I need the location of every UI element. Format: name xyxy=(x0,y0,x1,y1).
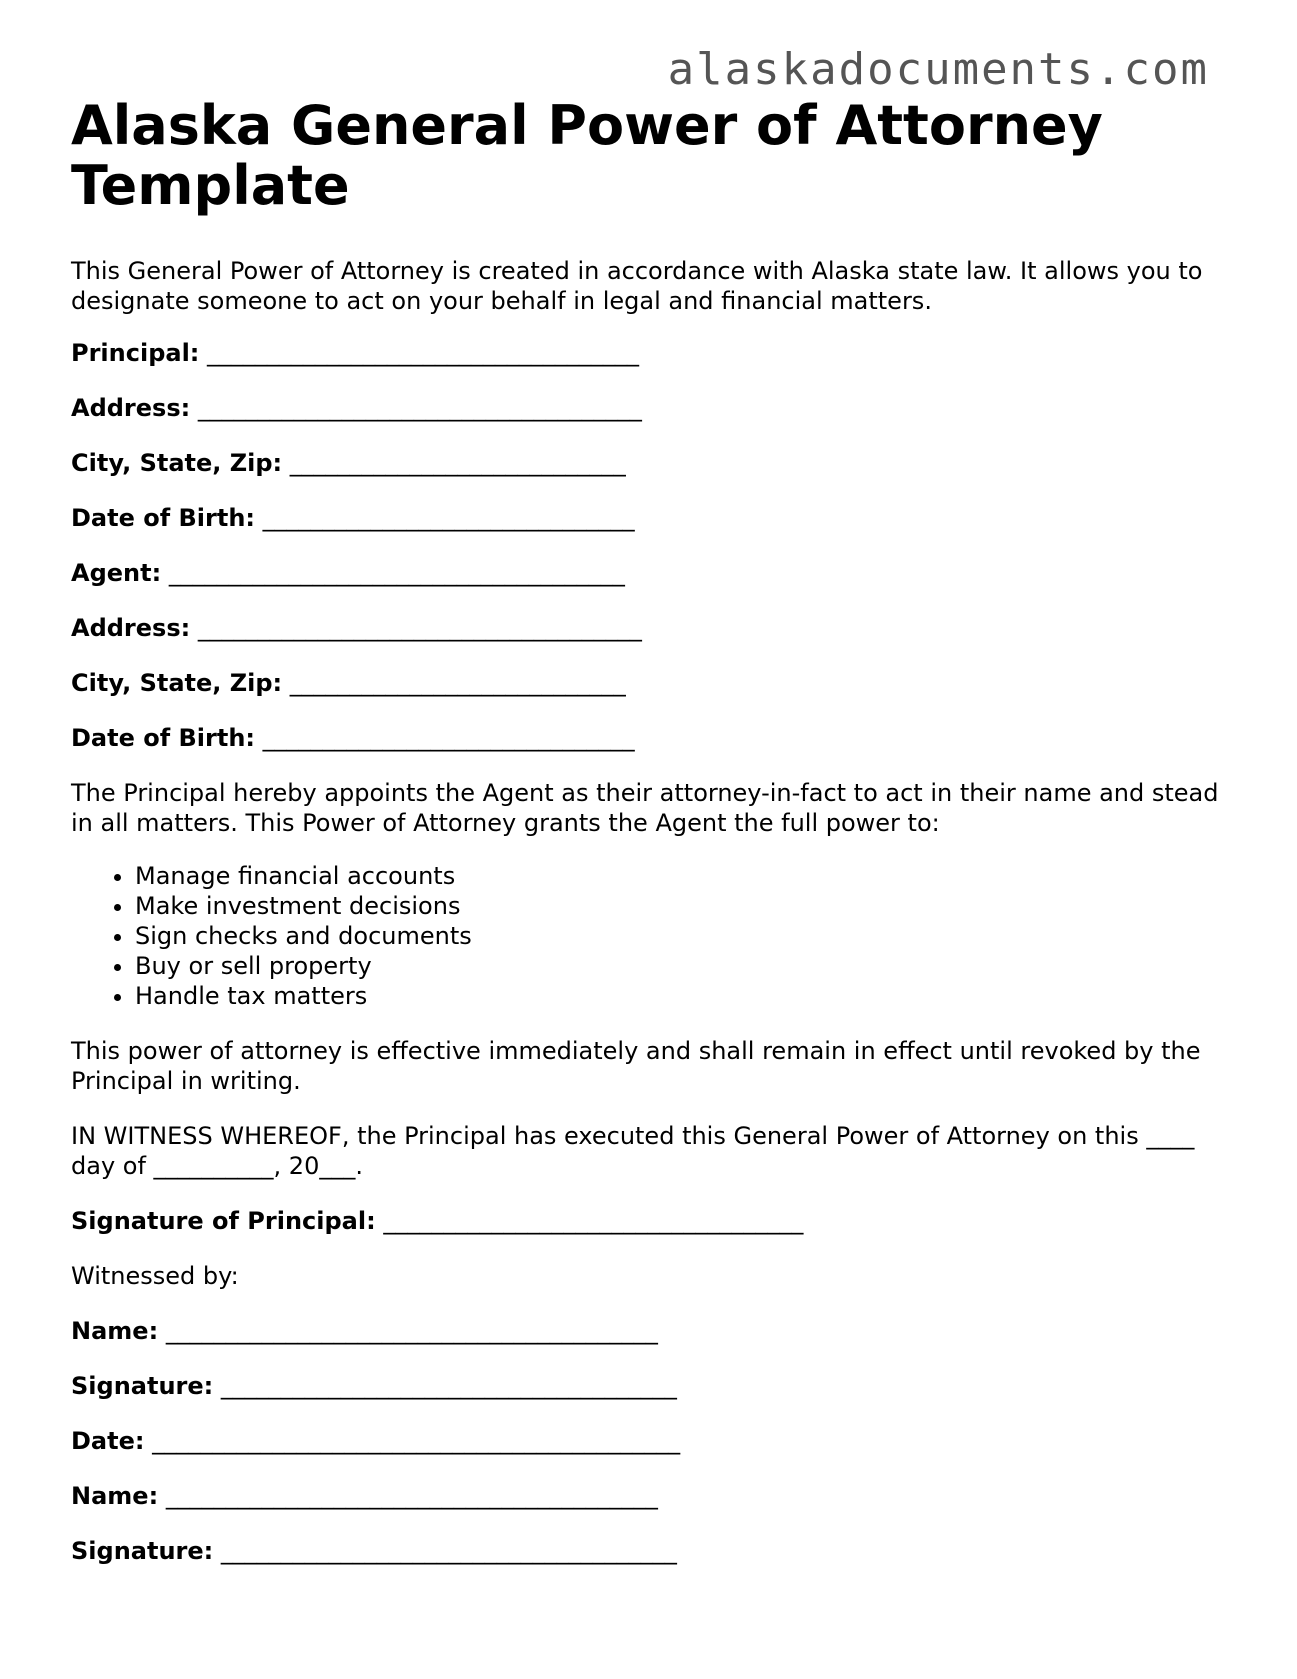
field-label: City, State, Zip: xyxy=(71,449,283,477)
agent-name-field[interactable] xyxy=(71,558,1221,588)
list-item: • Manage financial accounts xyxy=(135,861,1221,891)
principal-name-field[interactable] xyxy=(71,338,1221,368)
agent-dob-field[interactable] xyxy=(71,723,1221,753)
witness2-name-field[interactable] xyxy=(71,1481,1221,1511)
field-label: Name: xyxy=(71,1482,159,1510)
watermark: alaskadocuments.com xyxy=(667,44,1209,95)
witness2-signature-field[interactable] xyxy=(71,1536,1221,1566)
field-label: Signature of Principal: xyxy=(71,1207,376,1235)
witnessed-by-label: Witnessed by: xyxy=(71,1262,239,1290)
field-blank[interactable]: ____________________________________________ xyxy=(152,1427,681,1455)
powers-list xyxy=(71,861,1221,1011)
agent-city-state-zip-field[interactable] xyxy=(71,668,1221,698)
list-item: • Handle tax matters xyxy=(135,981,1221,1011)
field-blank[interactable]: _____________________________________ xyxy=(197,614,642,642)
field-blank[interactable]: ____________________________ xyxy=(289,449,626,477)
principal-signature-field[interactable] xyxy=(71,1206,1221,1236)
field-label: Signature: xyxy=(71,1537,214,1565)
field-label: Date of Birth: xyxy=(71,504,256,532)
field-label: Date of Birth: xyxy=(71,724,256,752)
field-blank[interactable]: _____________________________________ xyxy=(197,394,642,422)
field-label: Signature: xyxy=(71,1372,214,1400)
list-item: • Make investment decisions xyxy=(135,891,1221,921)
principal-address-field[interactable] xyxy=(71,393,1221,423)
field-blank[interactable]: ______________________________________ xyxy=(220,1372,677,1400)
field-blank[interactable]: ______________________________________ xyxy=(220,1537,677,1565)
document xyxy=(71,96,1221,1566)
effective-paragraph: This power of attorney is effective immediately and shall remain in effect until revoked by the Principal in writing. xyxy=(71,1037,1201,1095)
field-blank[interactable]: _______________________________ xyxy=(262,504,635,532)
field-label: Name: xyxy=(71,1317,159,1345)
field-blank[interactable]: _________________________________________ xyxy=(165,1317,658,1345)
list-item: • Buy or sell property xyxy=(135,951,1221,981)
witness1-signature-field[interactable] xyxy=(71,1371,1221,1401)
field-label: City, State, Zip: xyxy=(71,669,283,697)
witness1-name-field[interactable] xyxy=(71,1316,1221,1346)
field-blank[interactable]: _________________________________________ xyxy=(165,1482,658,1510)
field-blank[interactable]: _______________________________ xyxy=(262,724,635,752)
field-label: Date: xyxy=(71,1427,145,1455)
field-blank[interactable]: ____________________________ xyxy=(289,669,626,697)
intro-paragraph: This General Power of Attorney is created in accordance with Alaska state law. It allows you to designate someone to act on your behalf in legal and financial matters. xyxy=(71,257,1203,315)
appointment-paragraph: The Principal hereby appoints the Agent as their attorney-in-fact to act in their name and stead in all matters. This Power of Attorney grants the Agent the full power to: xyxy=(71,779,1219,837)
witness1-date-field[interactable] xyxy=(71,1426,1221,1456)
page-title: Alaska General Power of Attorney Template xyxy=(71,94,1103,217)
field-label: Agent: xyxy=(71,559,162,587)
field-label: Address: xyxy=(71,614,191,642)
field-blank[interactable]: ___________________________________ xyxy=(383,1207,804,1235)
principal-city-state-zip-field[interactable] xyxy=(71,448,1221,478)
witness-clause: IN WITNESS WHEREOF, the Principal has executed this General Power of Attorney on this ____ day of __________, 20___. xyxy=(71,1122,1195,1180)
list-item: • Sign checks and documents xyxy=(135,921,1221,951)
field-label: Address: xyxy=(71,394,191,422)
field-label: Principal: xyxy=(71,339,200,367)
field-blank[interactable]: ____________________________________ xyxy=(207,339,640,367)
field-blank[interactable]: ______________________________________ xyxy=(168,559,625,587)
principal-dob-field[interactable] xyxy=(71,503,1221,533)
agent-address-field[interactable] xyxy=(71,613,1221,643)
